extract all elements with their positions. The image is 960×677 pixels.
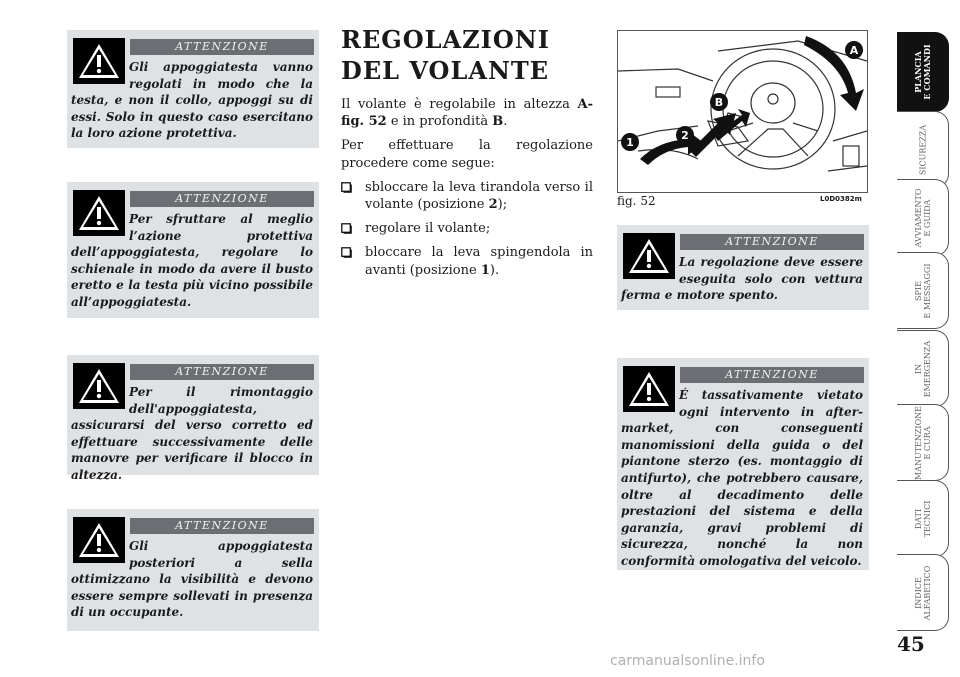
watermark: carmanualsonline.info — [610, 653, 765, 669]
intro-paragraph: Il volante è regolabile in altezza A-fig. 52 e in profondità B. — [341, 97, 593, 130]
checkbox-bullet-icon — [341, 182, 352, 193]
page-number: 45 — [897, 632, 925, 656]
warning-text: Per sfruttare al meglio l’azione protettiva dell’appoggiatesta, regolare lo schienale in modo da avere il busto eretto e la testa più vicino possibile all’appoggiatesta. — [71, 212, 313, 309]
section-body — [341, 96, 593, 286]
warning-text: La regolazione deve essere eseguita solo con vettura ferma e motore spento. — [621, 255, 863, 303]
warning-header: ATTENZIONE — [680, 367, 864, 383]
tab-avviamento-e-guida[interactable]: AVVIAMENTO E GUIDA — [897, 179, 949, 256]
callout-2 — [676, 126, 694, 144]
warning-box-1 — [67, 30, 319, 148]
callout-a — [845, 41, 863, 59]
tab-dati-tecnici[interactable]: DATI TECNICI — [897, 480, 949, 557]
section-title — [341, 24, 550, 86]
figure-reference: A-fig. 52 — [341, 97, 593, 130]
tab-sicurezza[interactable]: SICUREZZA — [897, 111, 949, 188]
warning-header: ATTENZIONE — [680, 234, 864, 250]
tab-indice-alfabetico[interactable]: INDICE ALFABETICO — [897, 554, 949, 631]
svg-text:2: 2 — [681, 129, 689, 142]
figure-caption: fig. 52 — [617, 194, 656, 208]
steering-wheel-illustration — [617, 30, 868, 193]
svg-text:B: B — [714, 96, 724, 109]
figure-code: L0D0382m — [820, 195, 862, 203]
warning-header: ATTENZIONE — [130, 364, 314, 380]
warning-header: ATTENZIONE — [130, 39, 314, 55]
tab-in-emergenza[interactable]: IN EMERGENZA — [897, 330, 949, 407]
warning-box-6 — [617, 358, 869, 570]
warning-box-3 — [67, 355, 319, 482]
warning-box-2 — [67, 182, 319, 318]
svg-text:A: A — [849, 44, 859, 57]
tab-manutenzione-e-cura[interactable]: MANUTENZIONE E CURA — [897, 404, 949, 481]
list-item: regolare il volante; — [341, 220, 593, 237]
warning-text: Gli appoggiatesta posteriori a sella ottimizzano la visibilità e devono essere sempre sollevati in presenza di un occupante. — [71, 539, 313, 620]
warning-header: ATTENZIONE — [130, 191, 314, 207]
callout-b — [710, 93, 728, 111]
checkbox-bullet-icon — [341, 247, 352, 258]
warning-text: Per il rimontaggio dell'appoggiatesta, assicurarsi del verso corretto ed effettuare successivamente delle manovre per verificare il blocco in altezza. — [71, 385, 313, 482]
title-line-2: DEL VOLANTE — [341, 56, 550, 85]
procedure-paragraph: Per effettuare la regolazione procedere come segue: — [341, 138, 593, 171]
steering-wheel-drawing — [618, 31, 867, 192]
svg-text:1: 1 — [626, 136, 634, 149]
steps-list — [341, 179, 593, 279]
warning-text: Gli appoggiatesta vanno regolati in modo che la testa, e non il collo, appoggi su di essi. Solo in questo caso esercitano la loro azione protettiva. — [71, 60, 313, 141]
title-line-1: REGOLAZIONI — [341, 25, 550, 54]
warning-box-5 — [617, 225, 869, 310]
checkbox-bullet-icon — [341, 223, 352, 234]
tab-spie-e-messaggi[interactable]: SPIE E MESSAGGI — [897, 252, 949, 329]
tab-plancia-e-comandi[interactable]: PLANCIA E COMANDI — [897, 32, 949, 112]
warning-box-4 — [67, 509, 319, 631]
warning-text: É tassativamente vietato ogni intervento in after-market, con conseguenti manomissioni della guida o del piantone sterzo (es. montaggio di antifurto), che potrebbero causare, oltre al decadimento delle prestazioni del sistema e della garanzia, gravi problemi di sicurezza, nonché la non conformità omologativa del veicolo. — [621, 388, 863, 568]
list-item: bloccare la leva spingendola in avanti (posizione 1). — [341, 244, 593, 278]
callout-1 — [621, 133, 639, 151]
warning-header: ATTENZIONE — [130, 518, 314, 534]
list-item: sbloccare la leva tirandola verso il volante (posizione 2); — [341, 179, 593, 213]
